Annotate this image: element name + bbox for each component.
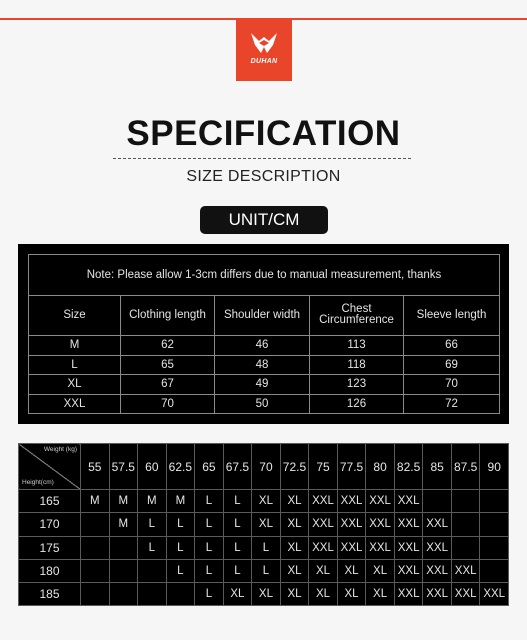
size-recommendation-cell: L [223, 490, 252, 513]
size-recommendation-cell: L [252, 559, 281, 582]
size-recommendation-cell: XXL [366, 490, 395, 513]
size-recommendation-cell: XXL [309, 513, 338, 536]
weight-height-body [19, 490, 509, 606]
size-recommendation-cell: L [195, 490, 224, 513]
weight-axis-label: Weight (kg) [43, 446, 77, 453]
size-recommendation-cell [451, 536, 480, 559]
size-recommendation-cell: XL [337, 582, 366, 605]
size-recommendation-cell: L [223, 536, 252, 559]
size-recommendation-cell: XL [309, 559, 338, 582]
size-recommendation-cell [480, 559, 509, 582]
size-recommendation-cell: XXL [451, 559, 480, 582]
weight-height-panel [18, 443, 509, 606]
size-recommendation-cell: L [223, 513, 252, 536]
size-recommendation-cell: M [166, 490, 195, 513]
size-recommendation-cell: XXL [366, 513, 395, 536]
size-recommendation-cell: XXL [394, 513, 423, 536]
weight-header-cell: 77.5 [337, 444, 366, 490]
measurement-cell: 72 [404, 394, 500, 414]
height-row [19, 490, 509, 513]
column-header: Size [29, 295, 121, 336]
size-recommendation-cell: XL [366, 582, 395, 605]
weight-height-table [18, 443, 509, 606]
weight-header-cell: 60 [138, 444, 167, 490]
column-header: Shoulder width [215, 295, 310, 336]
weight-header-cell: 62.5 [166, 444, 195, 490]
measurement-cell: 123 [310, 375, 404, 395]
size-recommendation-cell: L [223, 559, 252, 582]
size-recommendation-cell [109, 536, 138, 559]
weight-header-cell: 85 [423, 444, 452, 490]
weight-header-cell: 82.5 [394, 444, 423, 490]
measurement-cell: 70 [404, 375, 500, 395]
weight-header-cell: 55 [81, 444, 110, 490]
size-recommendation-cell: M [81, 490, 110, 513]
height-label-cell: 165 [19, 490, 81, 513]
size-recommendation-cell: XL [252, 582, 281, 605]
size-recommendation-cell: XXL [394, 490, 423, 513]
size-recommendation-cell [480, 490, 509, 513]
size-recommendation-cell: M [109, 513, 138, 536]
size-recommendation-cell: L [138, 513, 167, 536]
height-axis-label: Height(cm) [22, 479, 54, 487]
size-recommendation-cell: XXL [423, 536, 452, 559]
size-recommendation-cell [81, 559, 110, 582]
size-recommendation-cell: M [138, 490, 167, 513]
measurement-cell: 118 [310, 355, 404, 375]
size-recommendation-cell [81, 513, 110, 536]
size-chart-panel [18, 244, 509, 424]
size-recommendation-cell [480, 536, 509, 559]
size-recommendation-cell: XXL [394, 536, 423, 559]
size-recommendation-cell: XL [280, 582, 309, 605]
size-row [29, 355, 500, 375]
size-recommendation-cell [81, 582, 110, 605]
size-recommendation-cell: XXL [394, 559, 423, 582]
size-recommendation-cell: XXL [451, 582, 480, 605]
weight-header-cell: 67.5 [223, 444, 252, 490]
size-recommendation-cell: XXL [337, 536, 366, 559]
measurement-cell: 62 [121, 336, 215, 356]
measurement-cell: 66 [404, 336, 500, 356]
measurement-cell: 70 [121, 394, 215, 414]
size-recommendation-cell [451, 490, 480, 513]
size-recommendation-cell: L [195, 582, 224, 605]
size-recommendation-cell: XXL [366, 536, 395, 559]
size-recommendation-cell: M [109, 490, 138, 513]
size-recommendation-cell: XXL [309, 490, 338, 513]
size-recommendation-cell: XL [309, 582, 338, 605]
column-header: Clothing length [121, 295, 215, 336]
size-row [29, 375, 500, 395]
size-recommendation-cell [451, 513, 480, 536]
size-recommendation-cell: XL [252, 513, 281, 536]
size-recommendation-cell: XL [366, 559, 395, 582]
size-recommendation-cell: XXL [337, 513, 366, 536]
column-header: Sleeve length [404, 295, 500, 336]
size-recommendation-cell: L [138, 536, 167, 559]
brand-name: DUHAN [250, 58, 278, 65]
size-recommendation-cell [423, 490, 452, 513]
size-recommendation-cell: L [195, 536, 224, 559]
weight-header-cell: 57.5 [109, 444, 138, 490]
height-label-cell: 180 [19, 559, 81, 582]
size-recommendation-cell: XXL [394, 582, 423, 605]
size-recommendation-cell [480, 513, 509, 536]
size-recommendation-cell: XL [252, 490, 281, 513]
size-recommendation-cell: XXL [337, 490, 366, 513]
size-recommendation-cell: L [166, 513, 195, 536]
table-corner-cell [19, 444, 81, 490]
height-row [19, 582, 509, 605]
size-recommendation-cell: XL [280, 559, 309, 582]
weight-header-cell: 87.5 [451, 444, 480, 490]
measurement-cell: 48 [215, 355, 310, 375]
size-recommendation-cell: L [195, 559, 224, 582]
section-subtitle: SIZE DESCRIPTION [186, 168, 341, 185]
size-recommendation-cell: XL [223, 582, 252, 605]
size-recommendation-cell: L [252, 536, 281, 559]
column-header-line: Chest [341, 303, 372, 316]
column-header [310, 295, 404, 336]
size-recommendation-cell: XXL [423, 582, 452, 605]
height-label-cell: 170 [19, 513, 81, 536]
size-recommendation-cell: XXL [423, 513, 452, 536]
measurement-note: Note: Please allow 1-3cm differs due to manual measurement, thanks [29, 255, 500, 296]
measurement-cell: 69 [404, 355, 500, 375]
measurement-cell: 50 [215, 394, 310, 414]
measurement-cell: 49 [215, 375, 310, 395]
size-chart-table [28, 254, 500, 414]
weight-header-cell: 90 [480, 444, 509, 490]
height-label-cell: 175 [19, 536, 81, 559]
size-recommendation-cell: L [195, 513, 224, 536]
size-recommendation-cell [166, 582, 195, 605]
size-recommendation-cell: L [166, 559, 195, 582]
size-recommendation-cell: XXL [480, 582, 509, 605]
size-recommendation-cell [109, 582, 138, 605]
measurement-cell: 65 [121, 355, 215, 375]
unit-badge: UNIT/CM [200, 206, 328, 234]
size-recommendation-cell [81, 536, 110, 559]
height-row [19, 513, 509, 536]
measurement-cell: 46 [215, 336, 310, 356]
height-row [19, 536, 509, 559]
size-recommendation-cell: XL [280, 513, 309, 536]
size-recommendation-cell: XL [337, 559, 366, 582]
height-label-cell: 185 [19, 582, 81, 605]
size-recommendation-cell: L [166, 536, 195, 559]
weight-header-cell: 72.5 [280, 444, 309, 490]
page-title: SPECIFICATION [126, 114, 401, 153]
size-recommendation-cell [109, 559, 138, 582]
size-label-cell: XL [29, 375, 121, 395]
size-recommendation-cell: XL [280, 490, 309, 513]
brand-logo [236, 18, 292, 81]
size-label-cell: M [29, 336, 121, 356]
size-row [29, 394, 500, 414]
size-row [29, 336, 500, 356]
dashed-divider [113, 158, 411, 159]
height-row [19, 559, 509, 582]
size-label-cell: L [29, 355, 121, 375]
weight-header-cell: 75 [309, 444, 338, 490]
size-recommendation-cell [138, 582, 167, 605]
measurement-cell: 113 [310, 336, 404, 356]
size-recommendation-cell: XXL [423, 559, 452, 582]
size-recommendation-cell: XXL [309, 536, 338, 559]
size-table-body [29, 336, 500, 414]
duhan-logo-icon [249, 32, 279, 54]
weight-header-cell: 65 [195, 444, 224, 490]
size-recommendation-cell [138, 559, 167, 582]
measurement-cell: 126 [310, 394, 404, 414]
weight-header-cell: 70 [252, 444, 281, 490]
weight-header-cell: 80 [366, 444, 395, 490]
column-header-line: Circumference [319, 314, 394, 327]
size-recommendation-cell: XL [280, 536, 309, 559]
size-label-cell: XXL [29, 394, 121, 414]
measurement-cell: 67 [121, 375, 215, 395]
